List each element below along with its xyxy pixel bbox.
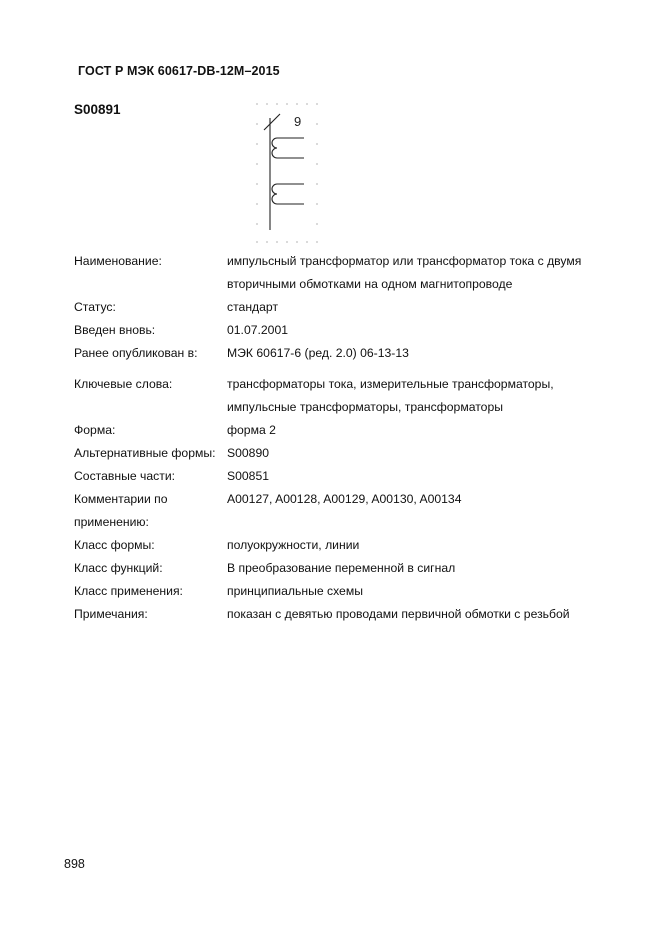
property-key: Введен вновь: [74, 323, 156, 337]
property-key: Класс формы: [74, 538, 155, 552]
property-key: Класс функций: [74, 561, 163, 575]
property-value: показан с девятью проводами первичной обмотки с резьбой [227, 607, 570, 621]
properties-table [74, 250, 594, 626]
symbol-code: S00891 [74, 102, 121, 117]
property-row-introduced [74, 319, 594, 342]
property-row-application-class [74, 580, 594, 603]
property-value: В преобразование переменной в сигнал [227, 561, 456, 575]
property-row-keywords [74, 373, 594, 419]
property-key: Комментарии по применению: [74, 492, 168, 529]
property-value: S00890 [227, 446, 270, 460]
grid-dots [256, 103, 318, 243]
winding-slash [264, 114, 280, 130]
property-value: полуокружности, линии [227, 538, 360, 552]
property-value: форма 2 [227, 423, 276, 437]
property-key: Примечания: [74, 607, 148, 621]
property-row-notes [74, 603, 594, 626]
property-key: Наименование: [74, 254, 162, 268]
property-value: трансформаторы тока, измерительные трансформаторы, импульсные трансформаторы, трансформаторы [227, 377, 554, 414]
secondary-winding-1 [272, 138, 277, 158]
property-value: МЭК 60617-6 (ред. 2.0) 06-13-13 [227, 346, 409, 360]
property-row-name [74, 250, 594, 296]
property-row-components [74, 465, 594, 488]
property-key: Класс применения: [74, 584, 183, 598]
document-header: ГОСТ Р МЭК 60617-DB-12M–2015 [78, 64, 280, 78]
property-row-form-class [74, 534, 594, 557]
wire-count-label: 9 [294, 114, 302, 129]
secondary-winding-2 [272, 184, 277, 204]
property-value: S00851 [227, 469, 270, 483]
property-value: 01.07.2001 [227, 323, 288, 337]
property-key: Ключевые слова: [74, 377, 173, 391]
property-key: Составные части: [74, 469, 176, 483]
property-row-application-comments [74, 488, 594, 534]
page-number: 898 [64, 857, 85, 871]
property-row-form [74, 419, 594, 442]
transformer-diagram [254, 100, 324, 248]
property-key: Статус: [74, 300, 116, 314]
property-value: A00127, A00128, A00129, A00130, A00134 [227, 492, 462, 506]
property-row-alternative-forms [74, 442, 594, 465]
transformer-symbol [254, 100, 324, 253]
property-row-previously-published [74, 342, 594, 365]
property-row-status [74, 296, 594, 319]
property-row-function-class [74, 557, 594, 580]
property-value: импульсный трансформатор или трансформатор тока с двумя вторичными обмотками на одном магнитопроводе [227, 254, 582, 291]
property-value: стандарт [227, 300, 279, 314]
property-key: Альтернативные формы: [74, 446, 216, 460]
property-key: Форма: [74, 423, 116, 437]
property-key: Ранее опубликован в: [74, 346, 198, 360]
property-value: принципиальные схемы [227, 584, 363, 598]
